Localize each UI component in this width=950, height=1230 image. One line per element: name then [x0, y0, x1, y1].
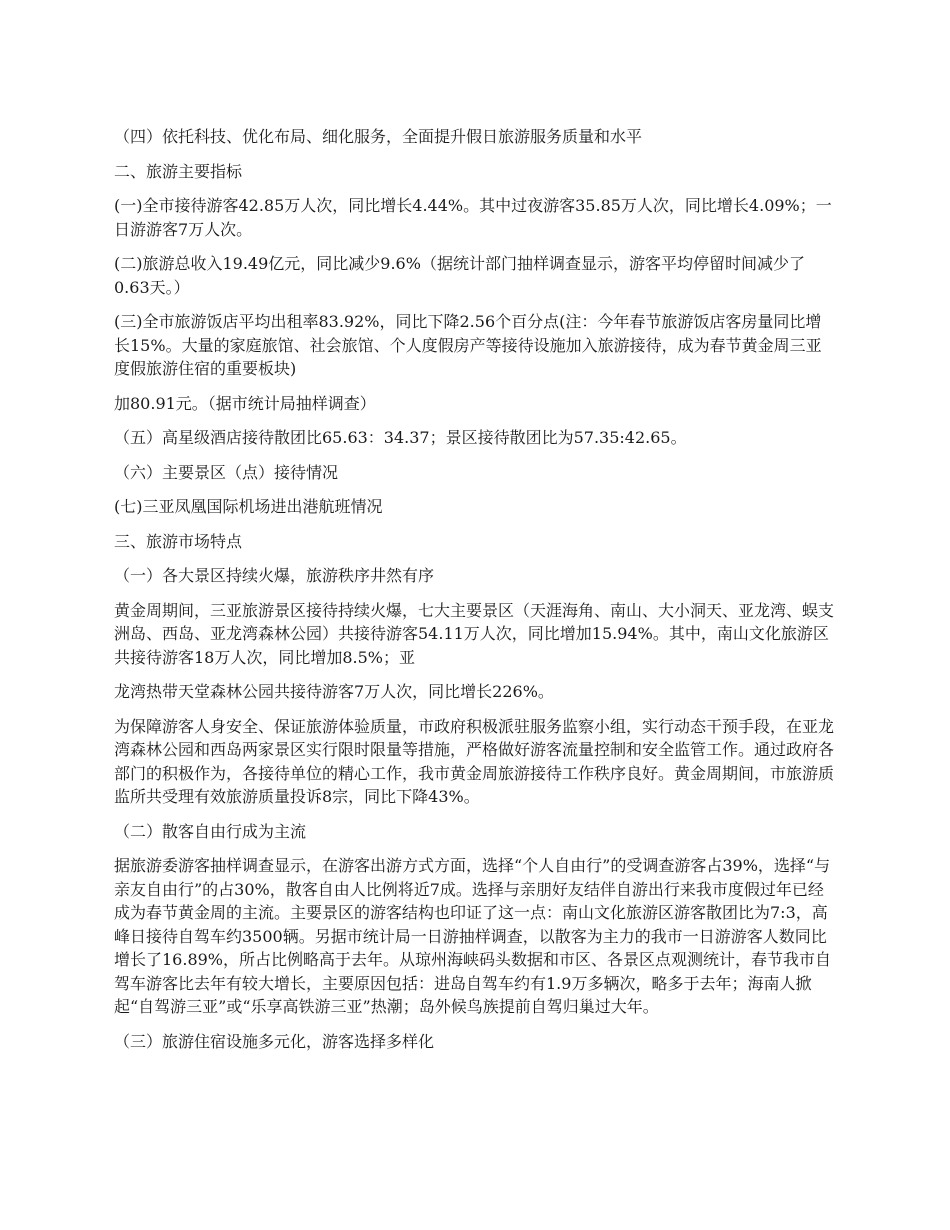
paragraph-survey: 据旅游委游客抽样调查显示，在游客出游方式方面，选择“个人自由行”的受调查游客占39%，选择“与亲友自由行”的占30%，散客自由人比例将近7成。选择与亲朋好友结伴自游出行来我市度假过年已经成为春节黄金周的主流。主要景区的游客结构也印证了这一点：南山文化旅游区游客散团比为7:3，高峰日接待自驾车约3500辆。另据市统计局一日游抽样调查，以散客为主力的我市一日游游客人数同比增长了16.89%，所占比例略高于去年。从琼州海峡码头数据和市区、各景区点观测统计，春节我市自驾车游客比去年有较大增长，主要原因包括：进岛自驾车约有1.9万多辆次，略多于去年；海南人掀起“自驾游三亚”或“乐享高铁游三亚”热潮；岛外候鸟族提前自驾归巢过大年。: [114, 856, 832, 1016]
paragraph-visitors: (一)全市接待游客42.85万人次，同比增长4.44%。其中过夜游客35.85万人次，同比增长4.09%；一日游游客7万人次。: [114, 196, 832, 239]
section-heading-scenic-spots: （六）主要景区（点）接待情况: [114, 462, 339, 482]
subheading-scenic-popular: （一）各大景区持续火爆，旅游秩序井然有序: [114, 566, 435, 585]
section-heading-4: （四）依托科技、优化布局、细化服务，全面提升假日旅游服务质量和水平: [114, 127, 643, 146]
subheading-accommodation: （三）旅游住宿设施多元化，游客选择多样化: [114, 1031, 435, 1051]
section-heading-market: 三、旅游市场特点: [114, 531, 243, 551]
document-body: [114, 125, 836, 1064]
subheading-independent-travel: （二）散客自由行成为主流: [114, 821, 307, 841]
section-heading-main-indicators: 二、旅游主要指标: [114, 161, 243, 181]
paragraph-forest-park: 龙湾热带天堂森林公园共接待游客7万人次，同比增长226%。: [114, 682, 554, 701]
paragraph-revenue: (二)旅游总收入19.49亿元，同比减少9.6%（据统计部门抽样调查显示，游客平均停留时间减少了0.63天。）: [114, 254, 805, 297]
paragraph-fragment: 加80.91元。（据市统计局抽样调查）: [114, 393, 376, 413]
paragraph-golden-week: 黄金周期间，三亚旅游景区接待持续火爆，七大主要景区（天涯海角、南山、大小洞天、亚龙湾、蜈支洲岛、西岛、亚龙湾森林公园）共接待游客54.11万人次，同比增加15.94%。其中，南山文化旅游区共接待游客18万人次，同比增加8.5%；亚: [114, 600, 835, 667]
paragraph-ratio: （五）高星级酒店接待散团比65.63：34.37；景区接待散团比为57.35:42.65。: [114, 428, 687, 447]
section-heading-airport: (七)三亚凤凰国际机场进出港航班情况: [114, 497, 383, 516]
paragraph-safety: 为保障游客人身安全、保证旅游体验质量，市政府积极派驻服务监察小组，实行动态干预手段，在亚龙湾森林公园和西岛两家景区实行限时限量等措施，严格做好游客流量控制和安全监管工作。通过政府各部门的积极作为，各接待单位的精心工作，我市黄金周旅游接待工作秩序良好。黄金周期间，市旅游质监所共受理有效旅游质量投诉8宗，同比下降43%。: [114, 716, 835, 806]
paragraph-hotel-occupancy: (三)全市旅游饭店平均出租率83.92%，同比下降2.56个百分点(注：今年春节旅游饭店客房量同比增长15%。大量的家庭旅馆、社会旅馆、个人度假房产等接待设施加入旅游接待，成为春节黄金周三亚度假旅游住宿的重要板块): [114, 312, 822, 378]
